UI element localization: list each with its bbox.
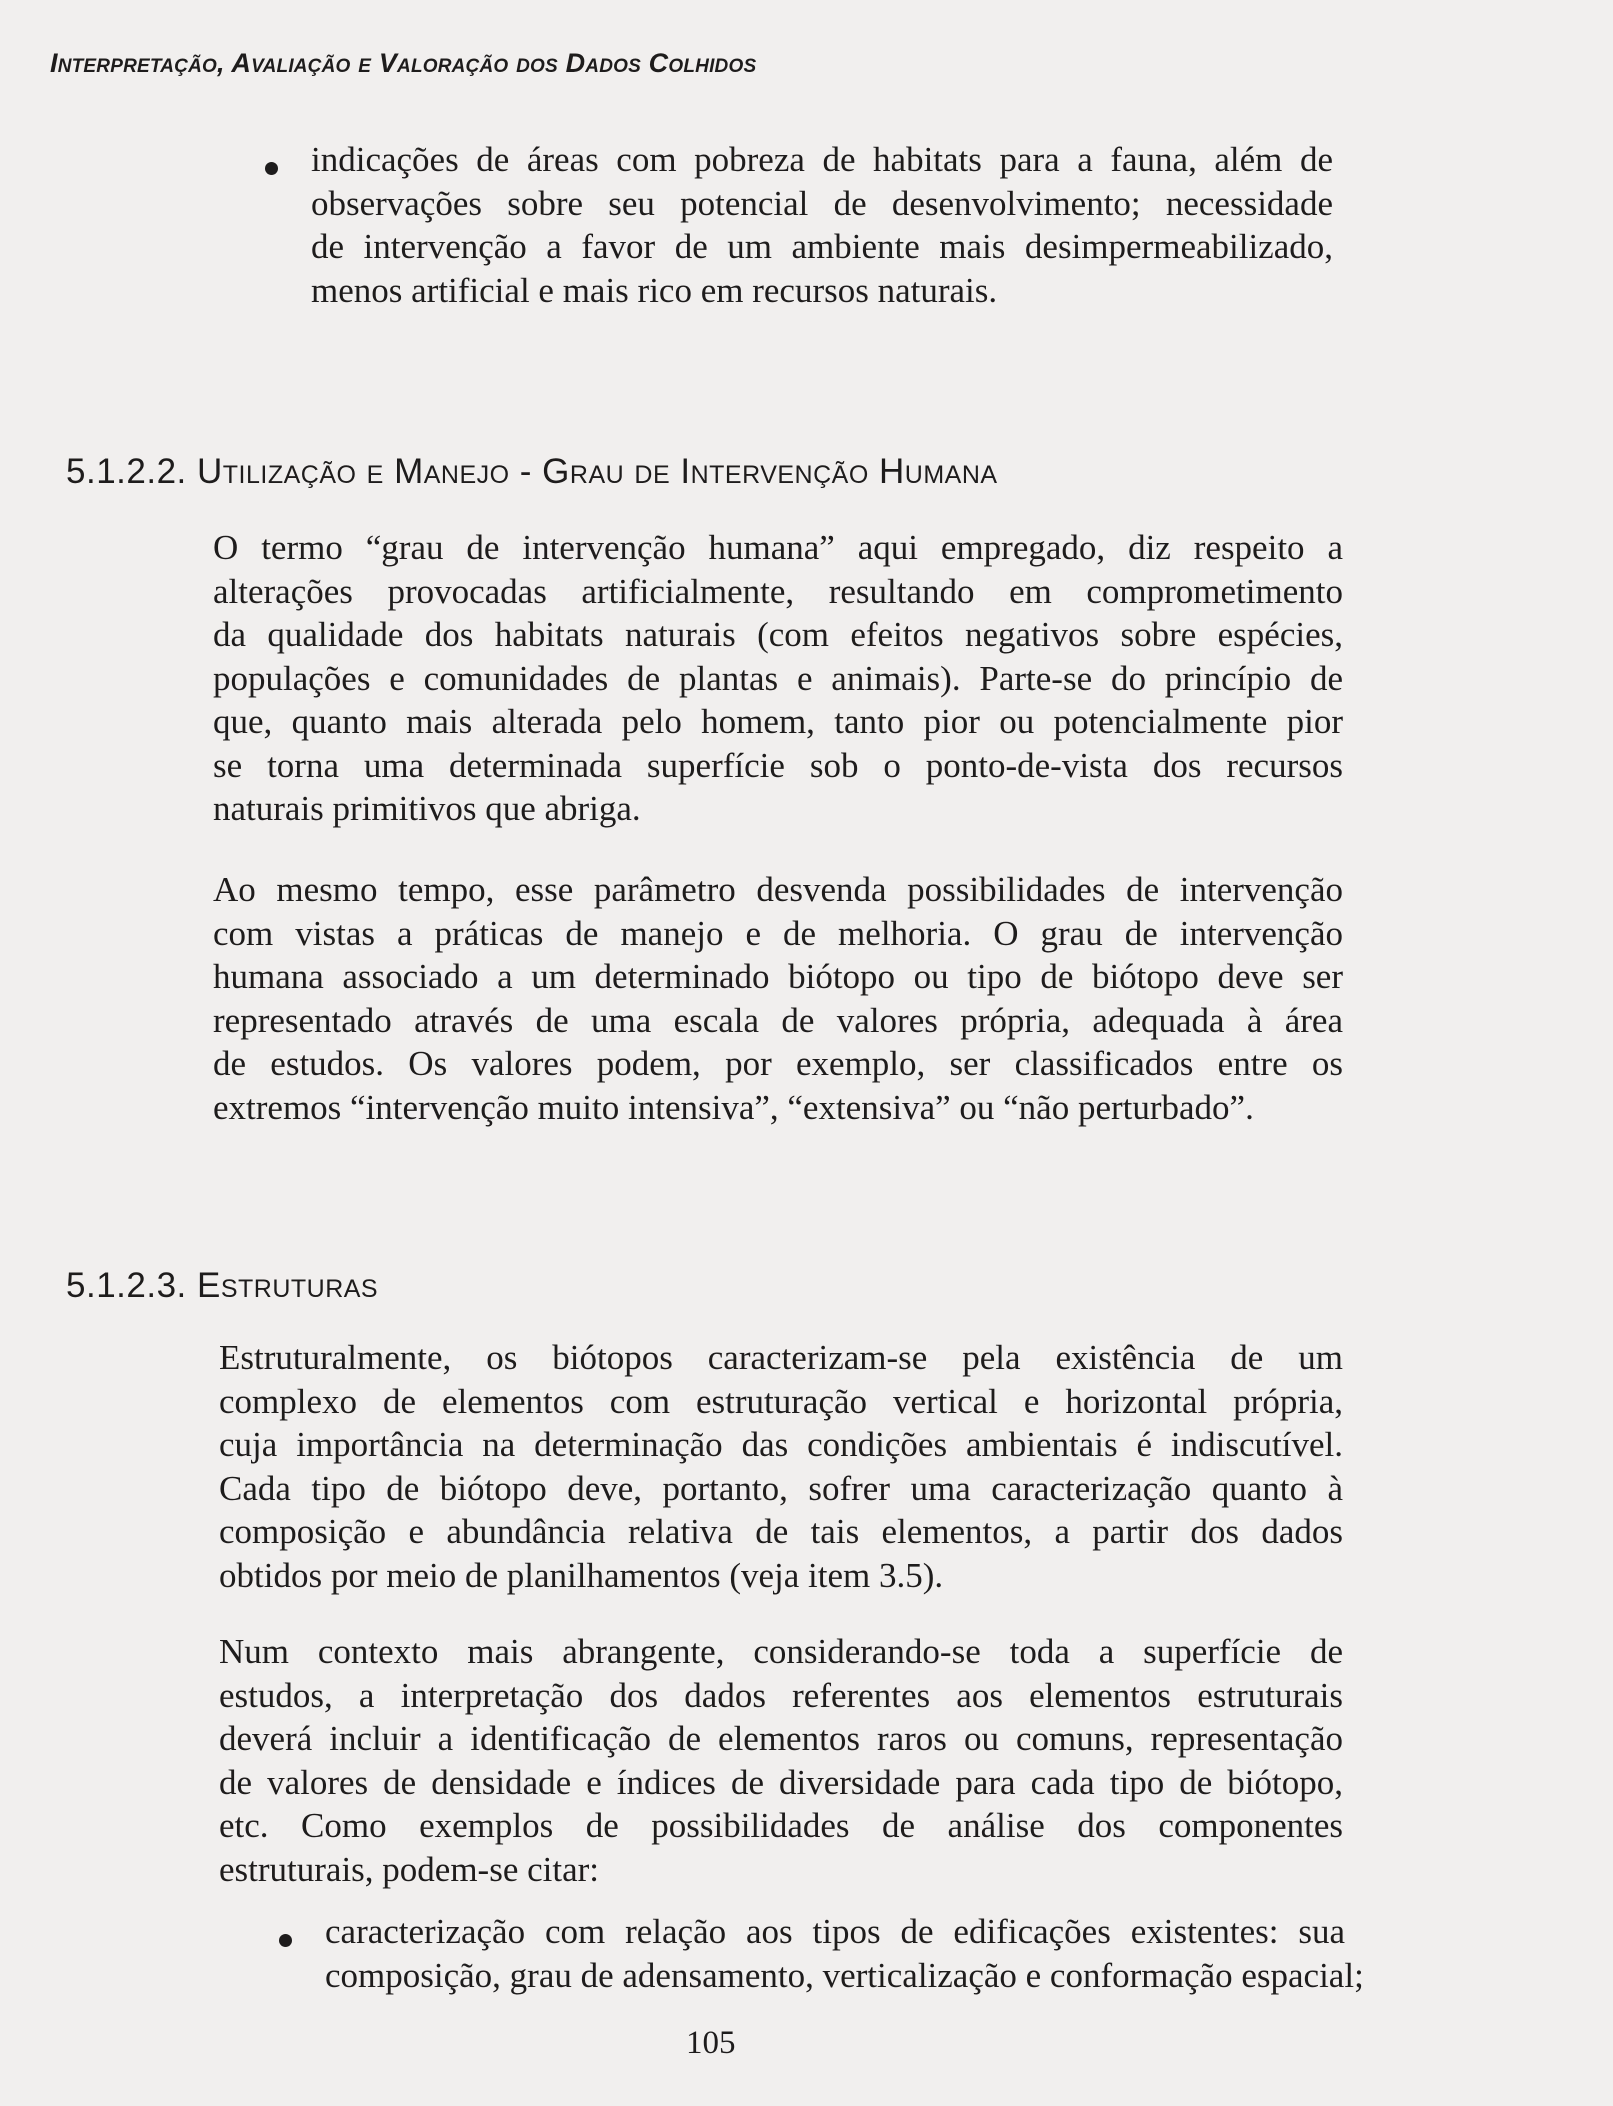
text-line: Estruturalmente, os biótopos caracterizam-se pela existência de um <box>219 1338 1343 1377</box>
text-line: humana associado a um determinado biótopo ou tipo de biótopo deve ser <box>213 957 1343 996</box>
text-line: indicações de áreas com pobreza de habitats para a fauna, além de <box>311 140 1333 179</box>
section-heading-5-1-2-2: 5.1.2.2. Utilização e Manejo - Grau de Intervenção Humana <box>66 452 998 491</box>
section-5-1-2-3-paragraph-2 <box>219 1630 1343 1891</box>
text-line: de intervenção a favor de um ambiente mais desimpermeabilizado, <box>311 227 1333 266</box>
text-line: com vistas a práticas de manejo e de melhoria. O grau de intervenção <box>213 913 1343 953</box>
text-line: caracterização com relação aos tipos de edificações existentes: sua <box>325 1912 1345 1951</box>
page-number: 105 <box>686 2025 736 2061</box>
text-line: Num contexto mais abrangente, considerando-se toda a superfície de <box>219 1632 1343 1671</box>
text-line: populações e comunidades de plantas e animais). Parte-se do princípio de <box>213 658 1343 698</box>
text-line: de estudos. Os valores podem, por exemplo, ser classificados entre os <box>213 1044 1343 1083</box>
text-line: Cada tipo de biótopo deve, portanto, sofrer uma caracterização quanto à <box>219 1468 1343 1508</box>
text-line: alterações provocadas artificialmente, resultando em comprometimento <box>213 571 1343 611</box>
text-line: de valores de densidade e índices de diversidade para cada tipo de biótopo, <box>219 1762 1343 1802</box>
text-line: composição, grau de adensamento, verticalização e conformação espacial; <box>325 1955 1364 1995</box>
section-5-1-2-2-paragraph-1 <box>213 526 1343 831</box>
text-line: que, quanto mais alterada pelo homem, tanto pior ou potencialmente pior <box>213 702 1343 741</box>
bullet-dot <box>279 1934 292 1947</box>
text-line: obtidos por meio de planilhamentos (veja item 3.5). <box>219 1555 944 1595</box>
text-line: observações sobre seu potencial de desenvolvimento; necessidade <box>311 183 1333 223</box>
running-header: Interpretação, Avaliação e Valoração dos Dados Colhidos <box>50 48 757 78</box>
text-line: se torna uma determinada superfície sob o ponto-de-vista dos recursos <box>213 745 1343 785</box>
text-line: menos artificial e mais rico em recursos naturais. <box>311 270 998 310</box>
text-line: O termo “grau de intervenção humana” aqui empregado, diz respeito a <box>213 528 1343 567</box>
bullet-top-text <box>311 138 1333 312</box>
text-line: extremos “intervenção muito intensiva”, “extensiva” ou “não perturbado”. <box>213 1087 1254 1127</box>
text-line: estruturais, podem-se citar: <box>219 1849 600 1889</box>
section-5-1-2-3-paragraph-1 <box>219 1336 1343 1597</box>
text-line: estudos, a interpretação dos dados referentes aos elementos estruturais <box>219 1675 1343 1715</box>
text-line: deverá incluir a identificação de elementos raros ou comuns, representação <box>219 1719 1343 1758</box>
text-line: cuja importância na determinação das condições ambientais é indiscutível. <box>219 1425 1343 1464</box>
section-5-1-2-3-bullet <box>325 1910 1364 1997</box>
text-line: representado através de uma escala de valores própria, adequada à área <box>213 1000 1343 1040</box>
bullet-dot <box>265 162 278 175</box>
section-heading-5-1-2-3: 5.1.2.3. Estruturas <box>66 1266 379 1305</box>
text-line: etc. Como exemplos de possibilidades de análise dos componentes <box>219 1806 1343 1845</box>
text-line: complexo de elementos com estruturação vertical e horizontal própria, <box>219 1381 1343 1421</box>
text-line: composição e abundância relativa de tais elementos, a partir dos dados <box>219 1512 1343 1551</box>
text-line: da qualidade dos habitats naturais (com efeitos negativos sobre espécies, <box>213 615 1343 654</box>
text-line: naturais primitivos que abriga. <box>213 789 641 828</box>
section-5-1-2-2-paragraph-2 <box>213 868 1343 1129</box>
text-line: Ao mesmo tempo, esse parâmetro desvenda possibilidades de intervenção <box>213 870 1343 909</box>
